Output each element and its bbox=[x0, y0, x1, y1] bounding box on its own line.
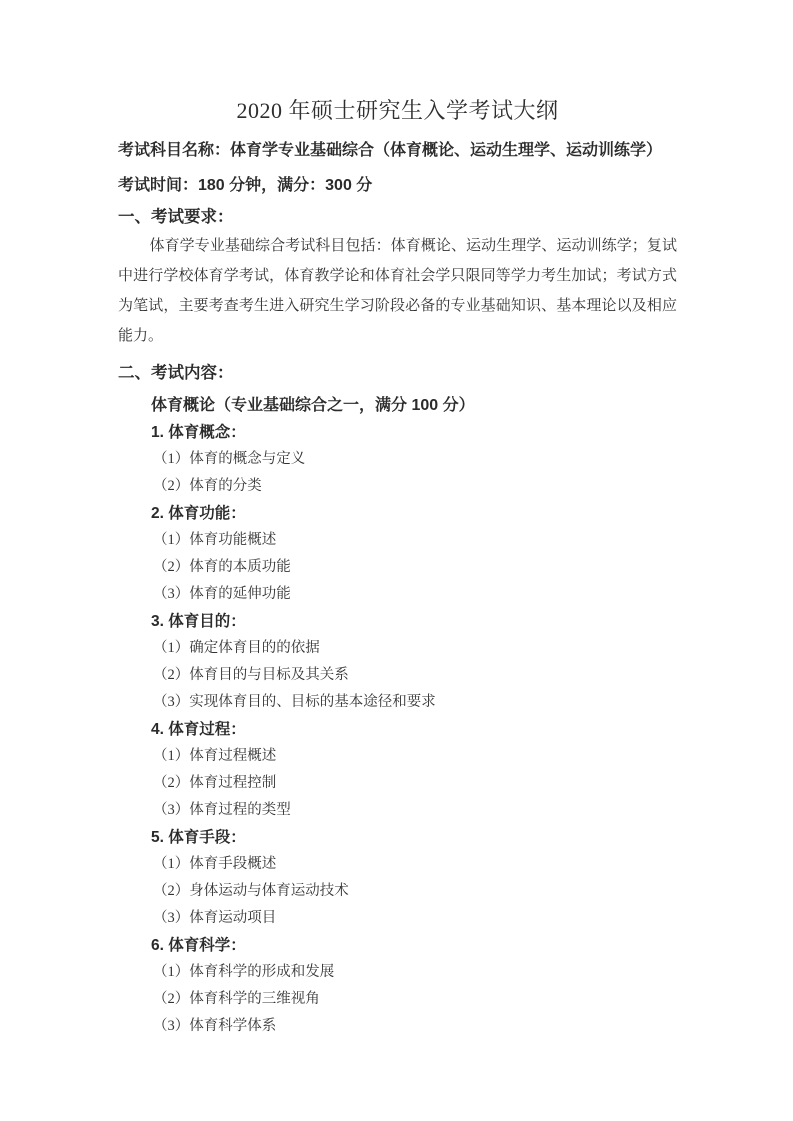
topic-6-item-3: （3）体育科学体系 bbox=[153, 1018, 277, 1034]
topic-2-item-1: （1）体育功能概述 bbox=[153, 532, 277, 548]
topic-3-item-1: （1）确定体育目的的依据 bbox=[153, 640, 320, 656]
exam-subject-line: 考试科目名称：体育学专业基础综合（体育概论、运动生理学、运动训练学） bbox=[118, 142, 663, 159]
topic-3-heading: 3. 体育目的： bbox=[151, 613, 246, 630]
topic-2-item-2: （2）体育的本质功能 bbox=[153, 559, 291, 575]
subject-part-title: 体育概论（专业基础综合之一，满分 100 分） bbox=[151, 397, 475, 414]
topic-5-item-1: （1）体育手段概述 bbox=[153, 856, 277, 872]
section-requirements-heading: 一、考试要求： bbox=[118, 208, 234, 226]
topic-2-heading: 2. 体育功能： bbox=[151, 505, 246, 522]
topic-1-item-1: （1）体育的概念与定义 bbox=[153, 451, 306, 467]
topic-1-heading: 1. 体育概念： bbox=[151, 424, 246, 441]
section-requirements-paragraph: 体育学专业基础综合考试科目包括：体育概论、运动生理学、运动训练学；复试中进行学校体育学考试，体育教学论和体育社会学只限同等学力考生加试；考试方式为笔试，主要考查考生进入研究生学习阶段必备的专业基础知识、基本理论以及相应能力。 bbox=[118, 238, 677, 344]
topic-4-item-1: （1）体育过程概述 bbox=[153, 748, 277, 764]
topic-5-item-3: （3）体育运动项目 bbox=[153, 910, 277, 926]
topic-6-item-1: （1）体育科学的形成和发展 bbox=[153, 964, 335, 980]
topic-5-item-2: （2）身体运动与体育运动技术 bbox=[153, 883, 349, 899]
topic-4-heading: 4. 体育过程： bbox=[151, 721, 246, 738]
topic-6-item-2: （2）体育科学的三维视角 bbox=[153, 991, 320, 1007]
topic-5-heading: 5. 体育手段： bbox=[151, 829, 246, 846]
topic-1-item-2: （2）体育的分类 bbox=[153, 478, 262, 494]
topic-3-item-3: （3）实现体育目的、目标的基本途径和要求 bbox=[153, 694, 436, 710]
topic-3-item-2: （2）体育目的与目标及其关系 bbox=[153, 667, 349, 683]
topic-4-item-3: （3）体育过程的类型 bbox=[153, 802, 291, 818]
topic-4-item-2: （2）体育过程控制 bbox=[153, 775, 277, 791]
section-content-heading: 二、考试内容： bbox=[118, 364, 234, 382]
exam-time-line: 考试时间：180 分钟，满分：300 分 bbox=[118, 177, 373, 194]
topic-2-item-3: （3）体育的延伸功能 bbox=[153, 586, 291, 602]
topic-list bbox=[118, 419, 677, 1040]
topic-6-heading: 6. 体育科学： bbox=[151, 937, 246, 954]
document-title: 2020 年硕士研究生入学考试大纲 bbox=[236, 98, 559, 123]
